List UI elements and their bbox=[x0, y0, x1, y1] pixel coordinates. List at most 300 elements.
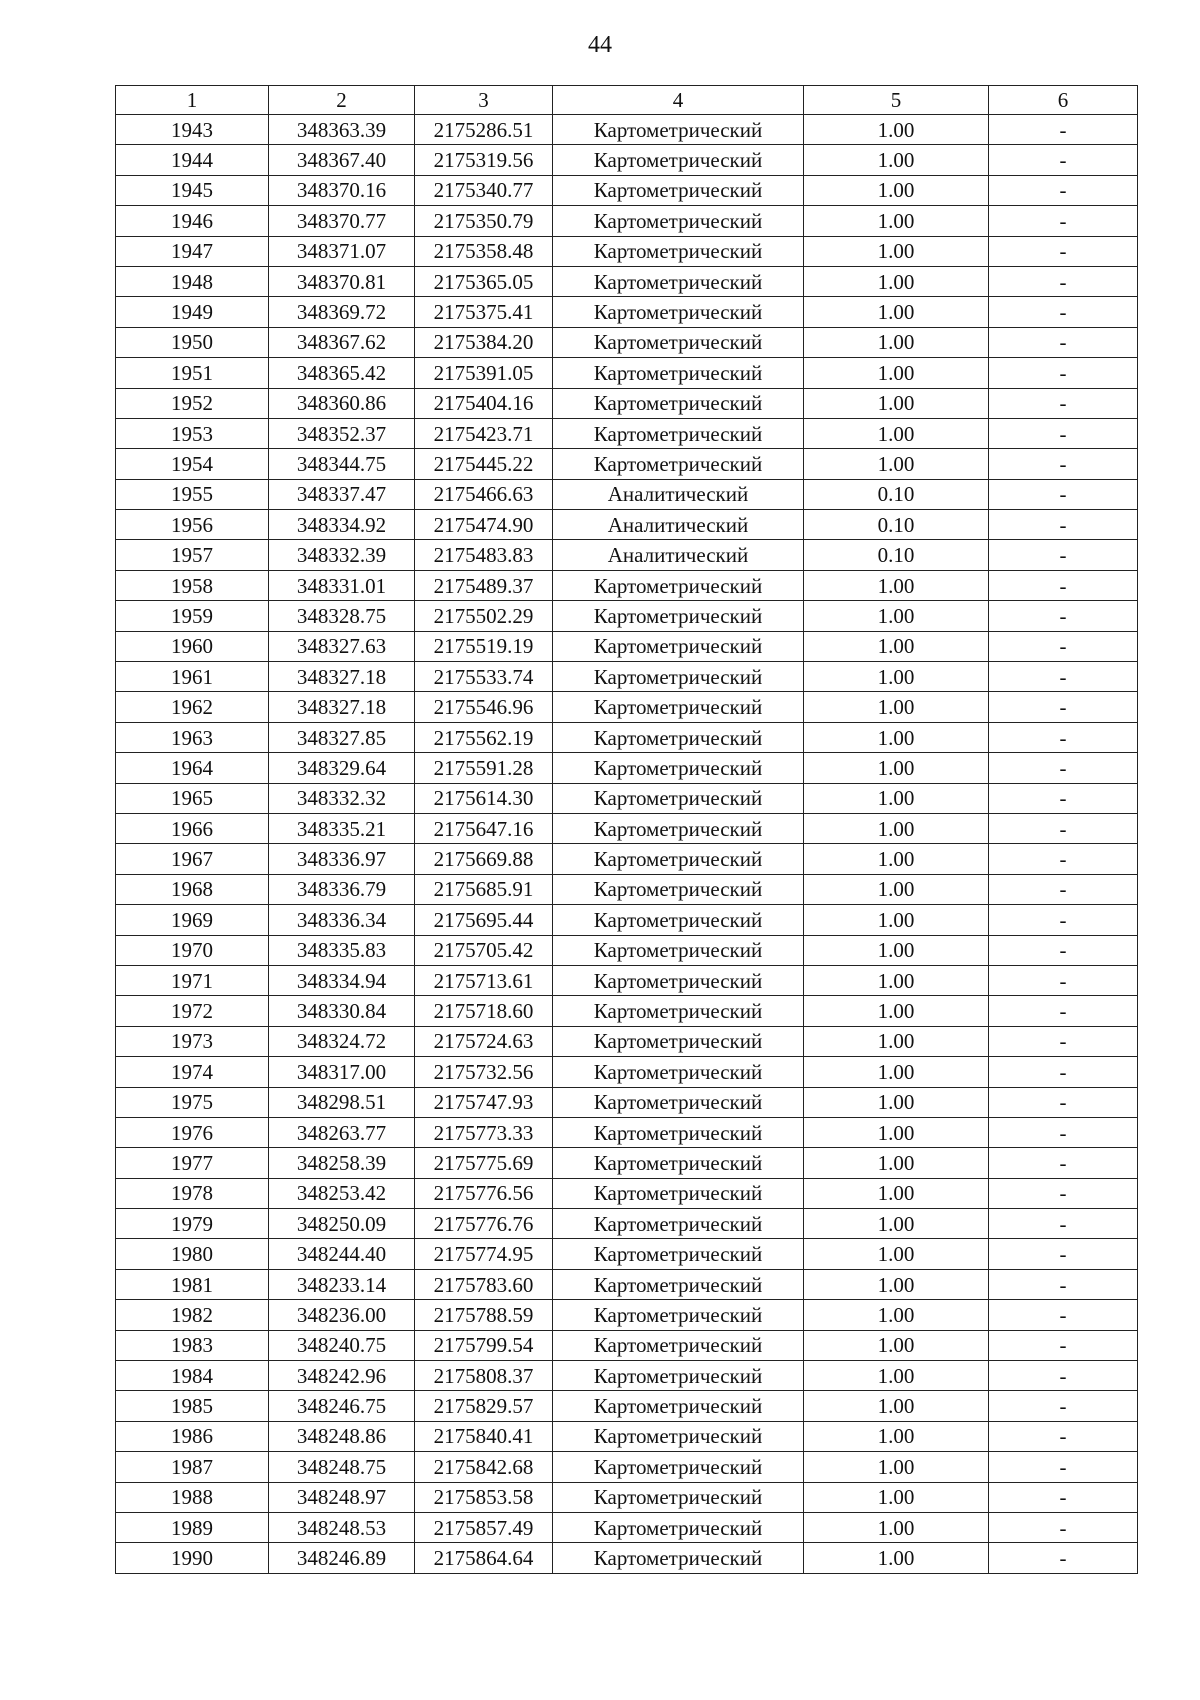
note-cell: - bbox=[989, 1330, 1138, 1360]
point-number-cell: 1962 bbox=[116, 692, 269, 722]
accuracy-cell: 1.00 bbox=[804, 783, 989, 813]
note-cell: - bbox=[989, 1026, 1138, 1056]
accuracy-cell: 1.00 bbox=[804, 601, 989, 631]
note-cell: - bbox=[989, 1482, 1138, 1512]
point-number-cell: 1965 bbox=[116, 783, 269, 813]
page-number: 44 bbox=[588, 32, 612, 58]
y-coordinate-cell: 2175286.51 bbox=[415, 115, 553, 145]
table-row bbox=[116, 1148, 1138, 1178]
x-coordinate-cell: 348369.72 bbox=[269, 297, 415, 327]
table-row bbox=[116, 1421, 1138, 1451]
point-number-cell: 1975 bbox=[116, 1087, 269, 1117]
table-row bbox=[116, 297, 1138, 327]
x-coordinate-cell: 348335.83 bbox=[269, 935, 415, 965]
point-number-cell: 1967 bbox=[116, 844, 269, 874]
point-number-cell: 1966 bbox=[116, 813, 269, 843]
note-cell: - bbox=[989, 510, 1138, 540]
method-cell: Картометрический bbox=[553, 145, 804, 175]
y-coordinate-cell: 2175483.83 bbox=[415, 540, 553, 570]
note-cell: - bbox=[989, 631, 1138, 661]
method-cell: Картометрический bbox=[553, 327, 804, 357]
accuracy-cell: 1.00 bbox=[804, 1512, 989, 1542]
y-coordinate-cell: 2175502.29 bbox=[415, 601, 553, 631]
y-coordinate-cell: 2175384.20 bbox=[415, 327, 553, 357]
point-number-cell: 1968 bbox=[116, 874, 269, 904]
point-number-cell: 1960 bbox=[116, 631, 269, 661]
point-number-cell: 1953 bbox=[116, 418, 269, 448]
table-row bbox=[116, 1543, 1138, 1573]
point-number-cell: 1951 bbox=[116, 358, 269, 388]
point-number-cell: 1978 bbox=[116, 1178, 269, 1208]
y-coordinate-cell: 2175489.37 bbox=[415, 570, 553, 600]
x-coordinate-cell: 348248.53 bbox=[269, 1512, 415, 1542]
x-coordinate-cell: 348332.32 bbox=[269, 783, 415, 813]
x-coordinate-cell: 348344.75 bbox=[269, 449, 415, 479]
table-row bbox=[116, 1482, 1138, 1512]
x-coordinate-cell: 348365.42 bbox=[269, 358, 415, 388]
accuracy-cell: 1.00 bbox=[804, 844, 989, 874]
point-number-cell: 1963 bbox=[116, 722, 269, 752]
table-row bbox=[116, 813, 1138, 843]
y-coordinate-cell: 2175445.22 bbox=[415, 449, 553, 479]
note-cell: - bbox=[989, 722, 1138, 752]
x-coordinate-cell: 348236.00 bbox=[269, 1300, 415, 1330]
method-cell: Картометрический bbox=[553, 662, 804, 692]
accuracy-cell: 1.00 bbox=[804, 631, 989, 661]
point-number-cell: 1959 bbox=[116, 601, 269, 631]
y-coordinate-cell: 2175391.05 bbox=[415, 358, 553, 388]
table-row bbox=[116, 1026, 1138, 1056]
table-row bbox=[116, 692, 1138, 722]
note-cell: - bbox=[989, 1057, 1138, 1087]
point-number-cell: 1976 bbox=[116, 1117, 269, 1147]
table-row bbox=[116, 965, 1138, 995]
note-cell: - bbox=[989, 1209, 1138, 1239]
note-cell: - bbox=[989, 1269, 1138, 1299]
column-header: 4 bbox=[553, 86, 804, 115]
coordinates-table bbox=[115, 85, 1138, 1574]
accuracy-cell: 1.00 bbox=[804, 175, 989, 205]
y-coordinate-cell: 2175776.76 bbox=[415, 1209, 553, 1239]
y-coordinate-cell: 2175319.56 bbox=[415, 145, 553, 175]
x-coordinate-cell: 348248.75 bbox=[269, 1452, 415, 1482]
accuracy-cell: 1.00 bbox=[804, 1239, 989, 1269]
accuracy-cell: 1.00 bbox=[804, 1057, 989, 1087]
x-coordinate-cell: 348370.16 bbox=[269, 175, 415, 205]
point-number-cell: 1972 bbox=[116, 996, 269, 1026]
table-row bbox=[116, 996, 1138, 1026]
note-cell: - bbox=[989, 540, 1138, 570]
x-coordinate-cell: 348332.39 bbox=[269, 540, 415, 570]
point-number-cell: 1948 bbox=[116, 266, 269, 296]
table-row bbox=[116, 905, 1138, 935]
accuracy-cell: 1.00 bbox=[804, 449, 989, 479]
x-coordinate-cell: 348248.97 bbox=[269, 1482, 415, 1512]
note-cell: - bbox=[989, 965, 1138, 995]
x-coordinate-cell: 348367.62 bbox=[269, 327, 415, 357]
method-cell: Картометрический bbox=[553, 418, 804, 448]
point-number-cell: 1955 bbox=[116, 479, 269, 509]
x-coordinate-cell: 348336.34 bbox=[269, 905, 415, 935]
method-cell: Картометрический bbox=[553, 1087, 804, 1117]
x-coordinate-cell: 348371.07 bbox=[269, 236, 415, 266]
point-number-cell: 1981 bbox=[116, 1269, 269, 1299]
x-coordinate-cell: 348253.42 bbox=[269, 1178, 415, 1208]
y-coordinate-cell: 2175358.48 bbox=[415, 236, 553, 266]
x-coordinate-cell: 348327.85 bbox=[269, 722, 415, 752]
point-number-cell: 1946 bbox=[116, 206, 269, 236]
table-row bbox=[116, 1209, 1138, 1239]
y-coordinate-cell: 2175375.41 bbox=[415, 297, 553, 327]
note-cell: - bbox=[989, 1178, 1138, 1208]
point-number-cell: 1945 bbox=[116, 175, 269, 205]
method-cell: Картометрический bbox=[553, 813, 804, 843]
method-cell: Картометрический bbox=[553, 266, 804, 296]
note-cell: - bbox=[989, 935, 1138, 965]
y-coordinate-cell: 2175718.60 bbox=[415, 996, 553, 1026]
note-cell: - bbox=[989, 236, 1138, 266]
x-coordinate-cell: 348233.14 bbox=[269, 1269, 415, 1299]
method-cell: Картометрический bbox=[553, 905, 804, 935]
note-cell: - bbox=[989, 1543, 1138, 1573]
x-coordinate-cell: 348242.96 bbox=[269, 1361, 415, 1391]
note-cell: - bbox=[989, 1512, 1138, 1542]
method-cell: Картометрический bbox=[553, 1361, 804, 1391]
accuracy-cell: 1.00 bbox=[804, 358, 989, 388]
column-header: 1 bbox=[116, 86, 269, 115]
table-row bbox=[116, 601, 1138, 631]
table-row bbox=[116, 874, 1138, 904]
y-coordinate-cell: 2175799.54 bbox=[415, 1330, 553, 1360]
y-coordinate-cell: 2175840.41 bbox=[415, 1421, 553, 1451]
y-coordinate-cell: 2175713.61 bbox=[415, 965, 553, 995]
note-cell: - bbox=[989, 570, 1138, 600]
table-row bbox=[116, 145, 1138, 175]
table-row bbox=[116, 1178, 1138, 1208]
column-header: 6 bbox=[989, 86, 1138, 115]
method-cell: Картометрический bbox=[553, 692, 804, 722]
x-coordinate-cell: 348336.79 bbox=[269, 874, 415, 904]
method-cell: Картометрический bbox=[553, 874, 804, 904]
x-coordinate-cell: 348258.39 bbox=[269, 1148, 415, 1178]
note-cell: - bbox=[989, 1148, 1138, 1178]
point-number-cell: 1961 bbox=[116, 662, 269, 692]
x-coordinate-cell: 348335.21 bbox=[269, 813, 415, 843]
note-cell: - bbox=[989, 813, 1138, 843]
note-cell: - bbox=[989, 479, 1138, 509]
table-row bbox=[116, 1057, 1138, 1087]
accuracy-cell: 1.00 bbox=[804, 327, 989, 357]
table-row bbox=[116, 1391, 1138, 1421]
x-coordinate-cell: 348263.77 bbox=[269, 1117, 415, 1147]
table-row bbox=[116, 388, 1138, 418]
accuracy-cell: 1.00 bbox=[804, 935, 989, 965]
accuracy-cell: 1.00 bbox=[804, 1391, 989, 1421]
table-row bbox=[116, 266, 1138, 296]
method-cell: Картометрический bbox=[553, 1178, 804, 1208]
point-number-cell: 1950 bbox=[116, 327, 269, 357]
method-cell: Картометрический bbox=[553, 1391, 804, 1421]
x-coordinate-cell: 348336.97 bbox=[269, 844, 415, 874]
y-coordinate-cell: 2175519.19 bbox=[415, 631, 553, 661]
method-cell: Картометрический bbox=[553, 175, 804, 205]
point-number-cell: 1969 bbox=[116, 905, 269, 935]
table-row bbox=[116, 662, 1138, 692]
y-coordinate-cell: 2175853.58 bbox=[415, 1482, 553, 1512]
method-cell: Картометрический bbox=[553, 1026, 804, 1056]
note-cell: - bbox=[989, 1361, 1138, 1391]
note-cell: - bbox=[989, 449, 1138, 479]
x-coordinate-cell: 348370.77 bbox=[269, 206, 415, 236]
method-cell: Картометрический bbox=[553, 1421, 804, 1451]
y-coordinate-cell: 2175591.28 bbox=[415, 753, 553, 783]
x-coordinate-cell: 348317.00 bbox=[269, 1057, 415, 1087]
accuracy-cell: 0.10 bbox=[804, 510, 989, 540]
note-cell: - bbox=[989, 327, 1138, 357]
point-number-cell: 1954 bbox=[116, 449, 269, 479]
note-cell: - bbox=[989, 1087, 1138, 1117]
note-cell: - bbox=[989, 145, 1138, 175]
accuracy-cell: 1.00 bbox=[804, 570, 989, 600]
note-cell: - bbox=[989, 996, 1138, 1026]
accuracy-cell: 1.00 bbox=[804, 692, 989, 722]
method-cell: Аналитический bbox=[553, 510, 804, 540]
table-row bbox=[116, 570, 1138, 600]
y-coordinate-cell: 2175350.79 bbox=[415, 206, 553, 236]
y-coordinate-cell: 2175365.05 bbox=[415, 266, 553, 296]
method-cell: Картометрический bbox=[553, 1512, 804, 1542]
y-coordinate-cell: 2175773.33 bbox=[415, 1117, 553, 1147]
point-number-cell: 1970 bbox=[116, 935, 269, 965]
note-cell: - bbox=[989, 874, 1138, 904]
y-coordinate-cell: 2175340.77 bbox=[415, 175, 553, 205]
y-coordinate-cell: 2175788.59 bbox=[415, 1300, 553, 1330]
y-coordinate-cell: 2175546.96 bbox=[415, 692, 553, 722]
y-coordinate-cell: 2175404.16 bbox=[415, 388, 553, 418]
method-cell: Картометрический bbox=[553, 236, 804, 266]
table-row bbox=[116, 449, 1138, 479]
point-number-cell: 1988 bbox=[116, 1482, 269, 1512]
x-coordinate-cell: 348244.40 bbox=[269, 1239, 415, 1269]
table-row bbox=[116, 115, 1138, 145]
y-coordinate-cell: 2175423.71 bbox=[415, 418, 553, 448]
y-coordinate-cell: 2175747.93 bbox=[415, 1087, 553, 1117]
table-row bbox=[116, 327, 1138, 357]
point-number-cell: 1985 bbox=[116, 1391, 269, 1421]
point-number-cell: 1984 bbox=[116, 1361, 269, 1391]
method-cell: Картометрический bbox=[553, 297, 804, 327]
note-cell: - bbox=[989, 206, 1138, 236]
point-number-cell: 1952 bbox=[116, 388, 269, 418]
x-coordinate-cell: 348370.81 bbox=[269, 266, 415, 296]
accuracy-cell: 1.00 bbox=[804, 1452, 989, 1482]
note-cell: - bbox=[989, 297, 1138, 327]
table-row bbox=[116, 783, 1138, 813]
y-coordinate-cell: 2175842.68 bbox=[415, 1452, 553, 1482]
x-coordinate-cell: 348250.09 bbox=[269, 1209, 415, 1239]
method-cell: Картометрический bbox=[553, 601, 804, 631]
y-coordinate-cell: 2175808.37 bbox=[415, 1361, 553, 1391]
y-coordinate-cell: 2175776.56 bbox=[415, 1178, 553, 1208]
accuracy-cell: 1.00 bbox=[804, 905, 989, 935]
point-number-cell: 1956 bbox=[116, 510, 269, 540]
table-row bbox=[116, 236, 1138, 266]
table-body bbox=[116, 115, 1138, 1574]
point-number-cell: 1983 bbox=[116, 1330, 269, 1360]
x-coordinate-cell: 348327.63 bbox=[269, 631, 415, 661]
accuracy-cell: 0.10 bbox=[804, 540, 989, 570]
accuracy-cell: 1.00 bbox=[804, 1026, 989, 1056]
x-coordinate-cell: 348331.01 bbox=[269, 570, 415, 600]
x-coordinate-cell: 348248.86 bbox=[269, 1421, 415, 1451]
note-cell: - bbox=[989, 905, 1138, 935]
accuracy-cell: 1.00 bbox=[804, 418, 989, 448]
note-cell: - bbox=[989, 1452, 1138, 1482]
table-row bbox=[116, 722, 1138, 752]
method-cell: Картометрический bbox=[553, 722, 804, 752]
y-coordinate-cell: 2175829.57 bbox=[415, 1391, 553, 1421]
x-coordinate-cell: 348329.64 bbox=[269, 753, 415, 783]
accuracy-cell: 1.00 bbox=[804, 1117, 989, 1147]
note-cell: - bbox=[989, 662, 1138, 692]
method-cell: Картометрический bbox=[553, 753, 804, 783]
table-row bbox=[116, 1330, 1138, 1360]
y-coordinate-cell: 2175685.91 bbox=[415, 874, 553, 904]
point-number-cell: 1973 bbox=[116, 1026, 269, 1056]
method-cell: Картометрический bbox=[553, 844, 804, 874]
table-row bbox=[116, 1269, 1138, 1299]
y-coordinate-cell: 2175474.90 bbox=[415, 510, 553, 540]
note-cell: - bbox=[989, 388, 1138, 418]
table-row bbox=[116, 631, 1138, 661]
x-coordinate-cell: 348328.75 bbox=[269, 601, 415, 631]
point-number-cell: 1964 bbox=[116, 753, 269, 783]
y-coordinate-cell: 2175533.74 bbox=[415, 662, 553, 692]
accuracy-cell: 1.00 bbox=[804, 1361, 989, 1391]
x-coordinate-cell: 348324.72 bbox=[269, 1026, 415, 1056]
method-cell: Картометрический bbox=[553, 1239, 804, 1269]
note-cell: - bbox=[989, 1391, 1138, 1421]
table-row bbox=[116, 753, 1138, 783]
table-header-row bbox=[116, 86, 1138, 115]
y-coordinate-cell: 2175614.30 bbox=[415, 783, 553, 813]
method-cell: Картометрический bbox=[553, 1057, 804, 1087]
table-row bbox=[116, 510, 1138, 540]
table-row bbox=[116, 1087, 1138, 1117]
point-number-cell: 1944 bbox=[116, 145, 269, 175]
column-header: 3 bbox=[415, 86, 553, 115]
accuracy-cell: 1.00 bbox=[804, 236, 989, 266]
method-cell: Картометрический bbox=[553, 1269, 804, 1299]
table-row bbox=[116, 358, 1138, 388]
method-cell: Картометрический bbox=[553, 1330, 804, 1360]
table-row bbox=[116, 1117, 1138, 1147]
y-coordinate-cell: 2175783.60 bbox=[415, 1269, 553, 1299]
note-cell: - bbox=[989, 1117, 1138, 1147]
table-row bbox=[116, 935, 1138, 965]
note-cell: - bbox=[989, 1421, 1138, 1451]
accuracy-cell: 1.00 bbox=[804, 145, 989, 175]
x-coordinate-cell: 348363.39 bbox=[269, 115, 415, 145]
x-coordinate-cell: 348327.18 bbox=[269, 662, 415, 692]
method-cell: Картометрический bbox=[553, 631, 804, 661]
y-coordinate-cell: 2175774.95 bbox=[415, 1239, 553, 1269]
accuracy-cell: 1.00 bbox=[804, 662, 989, 692]
accuracy-cell: 1.00 bbox=[804, 1482, 989, 1512]
table-row bbox=[116, 175, 1138, 205]
method-cell: Картометрический bbox=[553, 783, 804, 813]
accuracy-cell: 1.00 bbox=[804, 388, 989, 418]
x-coordinate-cell: 348298.51 bbox=[269, 1087, 415, 1117]
method-cell: Картометрический bbox=[553, 115, 804, 145]
table-row bbox=[116, 418, 1138, 448]
x-coordinate-cell: 348337.47 bbox=[269, 479, 415, 509]
point-number-cell: 1943 bbox=[116, 115, 269, 145]
accuracy-cell: 1.00 bbox=[804, 1543, 989, 1573]
method-cell: Картометрический bbox=[553, 206, 804, 236]
note-cell: - bbox=[989, 601, 1138, 631]
accuracy-cell: 1.00 bbox=[804, 266, 989, 296]
note-cell: - bbox=[989, 358, 1138, 388]
accuracy-cell: 0.10 bbox=[804, 479, 989, 509]
note-cell: - bbox=[989, 783, 1138, 813]
table-row bbox=[116, 1512, 1138, 1542]
y-coordinate-cell: 2175466.63 bbox=[415, 479, 553, 509]
note-cell: - bbox=[989, 115, 1138, 145]
method-cell: Картометрический bbox=[553, 358, 804, 388]
column-header: 5 bbox=[804, 86, 989, 115]
table-row bbox=[116, 844, 1138, 874]
method-cell: Картометрический bbox=[553, 1482, 804, 1512]
table-row bbox=[116, 479, 1138, 509]
point-number-cell: 1982 bbox=[116, 1300, 269, 1330]
note-cell: - bbox=[989, 175, 1138, 205]
accuracy-cell: 1.00 bbox=[804, 1330, 989, 1360]
x-coordinate-cell: 348330.84 bbox=[269, 996, 415, 1026]
accuracy-cell: 1.00 bbox=[804, 1148, 989, 1178]
y-coordinate-cell: 2175669.88 bbox=[415, 844, 553, 874]
note-cell: - bbox=[989, 692, 1138, 722]
method-cell: Аналитический bbox=[553, 540, 804, 570]
accuracy-cell: 1.00 bbox=[804, 965, 989, 995]
note-cell: - bbox=[989, 753, 1138, 783]
method-cell: Картометрический bbox=[553, 1452, 804, 1482]
point-number-cell: 1971 bbox=[116, 965, 269, 995]
y-coordinate-cell: 2175775.69 bbox=[415, 1148, 553, 1178]
point-number-cell: 1980 bbox=[116, 1239, 269, 1269]
method-cell: Картометрический bbox=[553, 1148, 804, 1178]
accuracy-cell: 1.00 bbox=[804, 1421, 989, 1451]
accuracy-cell: 1.00 bbox=[804, 1300, 989, 1330]
x-coordinate-cell: 348360.86 bbox=[269, 388, 415, 418]
method-cell: Картометрический bbox=[553, 388, 804, 418]
method-cell: Картометрический bbox=[553, 1300, 804, 1330]
point-number-cell: 1986 bbox=[116, 1421, 269, 1451]
y-coordinate-cell: 2175695.44 bbox=[415, 905, 553, 935]
x-coordinate-cell: 348240.75 bbox=[269, 1330, 415, 1360]
accuracy-cell: 1.00 bbox=[804, 297, 989, 327]
x-coordinate-cell: 348327.18 bbox=[269, 692, 415, 722]
point-number-cell: 1990 bbox=[116, 1543, 269, 1573]
x-coordinate-cell: 348352.37 bbox=[269, 418, 415, 448]
point-number-cell: 1949 bbox=[116, 297, 269, 327]
accuracy-cell: 1.00 bbox=[804, 722, 989, 752]
y-coordinate-cell: 2175562.19 bbox=[415, 722, 553, 752]
point-number-cell: 1989 bbox=[116, 1512, 269, 1542]
accuracy-cell: 1.00 bbox=[804, 874, 989, 904]
note-cell: - bbox=[989, 266, 1138, 296]
note-cell: - bbox=[989, 1239, 1138, 1269]
